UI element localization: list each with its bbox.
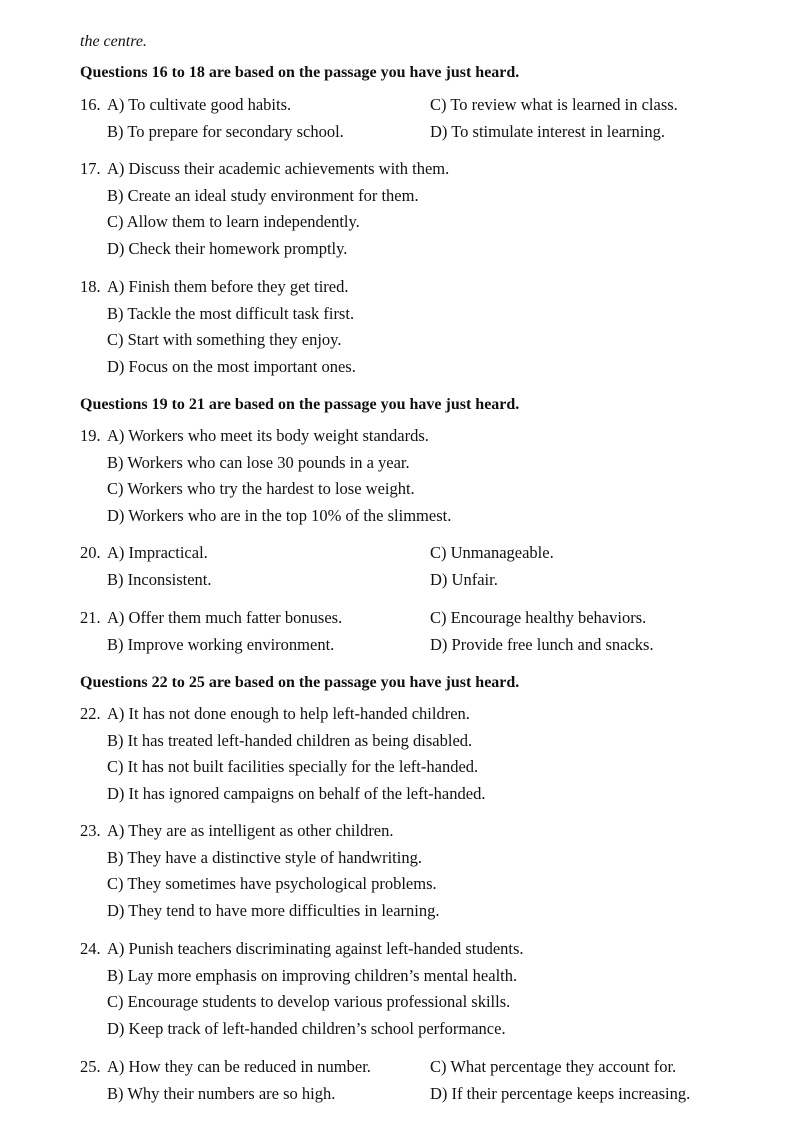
option-b: B) They have a distinctive style of handwriting. [107,847,422,867]
question-number: 24. [80,939,101,958]
option-b: B) To prepare for secondary school. [107,121,344,141]
option-d: D) Check their homework promptly. [107,239,348,259]
option-d: D) Focus on the most important ones. [107,357,356,377]
option-b: B) Tackle the most difficult task first. [107,303,355,323]
question-number: 22. [80,704,101,723]
option-c: C) Workers who try the hardest to lose weight. [107,479,415,499]
option-b: B) Workers who can lose 30 pounds in a year. [107,452,410,472]
option-b: B) Inconsistent. [107,569,212,589]
option-d: D) It has ignored campaigns on behalf of the left-handed. [107,784,486,804]
section-heading: Questions 16 to 18 are based on the passage you have just heard. [80,64,520,81]
question-number: 17. [80,159,101,178]
option-a: A) Punish teachers discriminating against left-handed students. [107,939,524,958]
question-number: 21. [80,608,101,627]
question-number: 20. [80,543,101,562]
section-heading: Questions 19 to 21 are based on the passage you have just heard. [80,396,520,413]
option-d: D) If their percentage keeps increasing. [430,1083,691,1103]
option-a: A) Impractical. [107,543,208,562]
question-number: 23. [80,821,101,840]
option-a: A) How they can be reduced in number. [107,1057,371,1076]
option-a: A) To cultivate good habits. [107,95,292,114]
option-c: C) Start with something they enjoy. [107,330,342,350]
option-c: C) To review what is learned in class. [430,95,678,114]
question-number: 25. [80,1057,101,1076]
question-number: 18. [80,277,101,296]
option-c: C) They sometimes have psychological problems. [107,874,437,894]
question-number: 19. [80,426,101,445]
option-a: A) It has not done enough to help left-handed children. [107,704,470,723]
option-d: D) Keep track of left-handed children’s school performance. [107,1019,506,1039]
option-b: B) Improve working environment. [107,634,335,654]
option-c: C) Allow them to learn independently. [107,212,360,232]
option-d: D) Workers who are in the top 10% of the slimmest. [107,506,452,526]
section-heading: Questions 22 to 25 are based on the passage you have just heard. [80,674,520,691]
option-a: A) Workers who meet its body weight standards. [107,426,429,445]
option-c: C) What percentage they account for. [430,1057,677,1076]
option-a: A) Offer them much fatter bonuses. [107,608,343,627]
option-c: C) It has not built facilities specially for the left-handed. [107,757,479,777]
option-d: D) Unfair. [430,569,498,589]
option-a: A) Finish them before they get tired. [107,277,349,296]
option-b: B) Why their numbers are so high. [107,1083,336,1103]
option-a: A) Discuss their academic achievements with them. [107,159,450,178]
option-a: A) They are as intelligent as other children. [107,821,394,840]
option-b: B) It has treated left-handed children as being disabled. [107,730,473,750]
option-c: C) Unmanageable. [430,543,554,562]
option-c: C) Encourage students to develop various professional skills. [107,992,511,1012]
option-b: B) Lay more emphasis on improving children’s mental health. [107,965,518,985]
option-d: D) To stimulate interest in learning. [430,121,665,141]
option-c: C) Encourage healthy behaviors. [430,608,647,627]
option-b: B) Create an ideal study environment for them. [107,185,419,205]
page-intro: the centre. [80,33,147,50]
option-d: D) They tend to have more difficulties in learning. [107,901,440,921]
question-number: 16. [80,95,101,114]
option-d: D) Provide free lunch and snacks. [430,634,654,654]
